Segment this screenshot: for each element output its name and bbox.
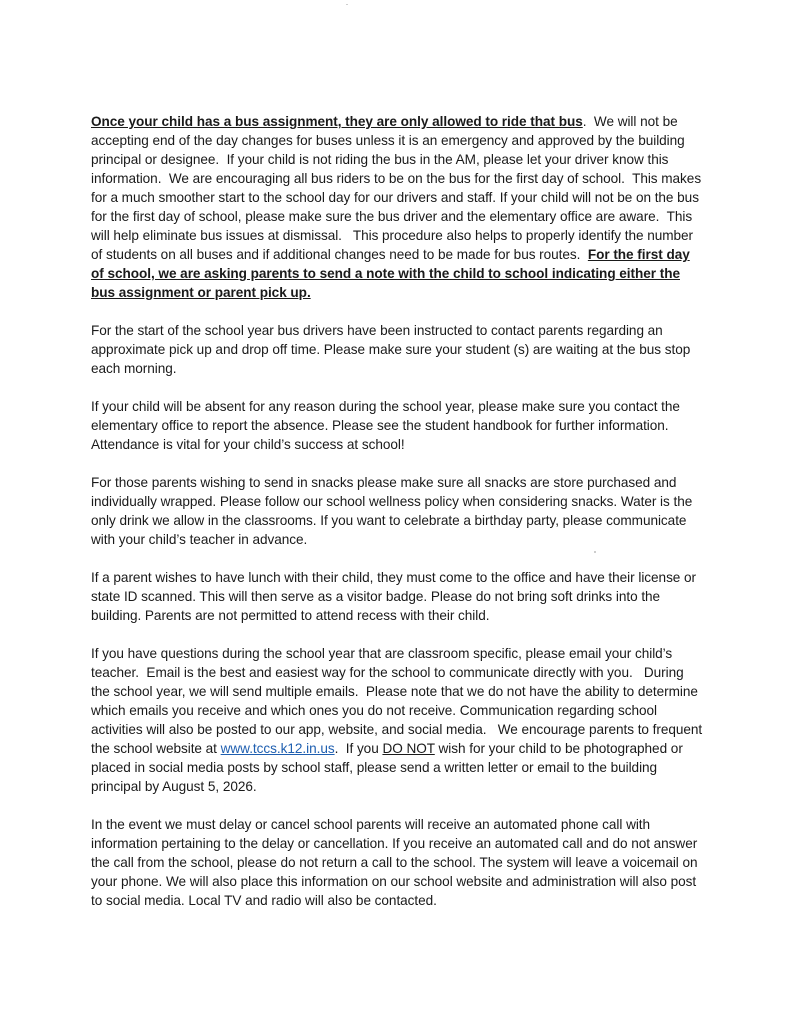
bus-assignment-lead: Once your child has a bus assignment, they are only allowed to ride that bus [91, 114, 583, 129]
scan-speck [594, 551, 596, 553]
communication-text-3: wish for your child to be photographed or placed in social media posts by school staff, please send a written letter or email to the building principal by August 5, 2026. [91, 741, 687, 794]
paragraph-communication [91, 644, 706, 796]
scan-speck [346, 4, 348, 5]
school-website-link[interactable]: www.tccs.k12.in.us [220, 741, 335, 756]
do-not-underlined: DO NOT [382, 741, 435, 756]
paragraph-absence: If your child will be absent for any reason during the school year, please make sure you contact the elementary office to report the absence. Please see the student handbook for further information. Attendance is vital for your child’s success at school! [91, 399, 680, 452]
paragraph-bus-assignment [91, 112, 703, 302]
paragraph-lunch-visitors: If a parent wishes to have lunch with their child, they must come to the office and have their license or state ID scanned. This will then serve as a visitor badge. Please do not bring soft drinks into the building. Parents are not permitted to attend recess with their child. [91, 570, 697, 623]
communication-text-2: . If you [334, 741, 383, 756]
bus-assignment-body: We will not be accepting end of the day changes for buses unless it is an emergency and approved by the building principal or designee. If your child is not riding the bus in the AM, please let your driver know this information. We are encouraging all bus riders to be on the bus for the first day of school. This makes for a much smoother start to the school day for our drivers and staff. If your child will not be on the bus for the first day of school, please make sure the bus driver and the elementary office are aware. This will help eliminate bus issues at dismissal. This procedure also helps to properly identify the number of students on all buses and if additional changes need to be made for bus routes. [91, 114, 705, 262]
communication-text-1: If you have questions during the school year that are classroom specific, please email your child’s teacher. Email is the best and easiest way for the school to communicate directly with you. During the school year, we will send multiple emails. Please note that we do not have the ability to determine which emails you receive and which ones you do not receive. Communication regarding school activities will also be posted to our app, website, and social media. We encourage parents to frequent the school website at [91, 646, 706, 756]
paragraph-delay-cancel: In the event we must delay or cancel school parents will receive an automated phone call with information pertaining to the delay or cancellation. If you receive an automated call and do not answer the call from the school, please do not return a call to the school. The system will leave a voicemail on your phone. We will also place this information on our school website and administration will also post to social media. Local TV and radio will also be contacted. [91, 817, 698, 908]
document-body [91, 112, 706, 929]
paragraph-snacks: For those parents wishing to send in snacks please make sure all snacks are store purchased and individually wrapped. Please follow our school wellness policy when considering snacks. Water is the only drink we allow in the classrooms. If you want to celebrate a birthday party, please communicate with your child’s teacher in advance. [91, 475, 693, 547]
bus-assignment-lead-punct: . [582, 114, 587, 129]
paragraph-pickup-times: For the start of the school year bus drivers have been instructed to contact parents regarding an approximate pick up and drop off time. Please make sure your student (s) are waiting at the bus stop each morning. [91, 323, 691, 376]
first-day-note-emphasis: For the first day of school, we are asking parents to send a note with the child to school indicating either the bus assignment or parent pick up. [91, 247, 690, 300]
